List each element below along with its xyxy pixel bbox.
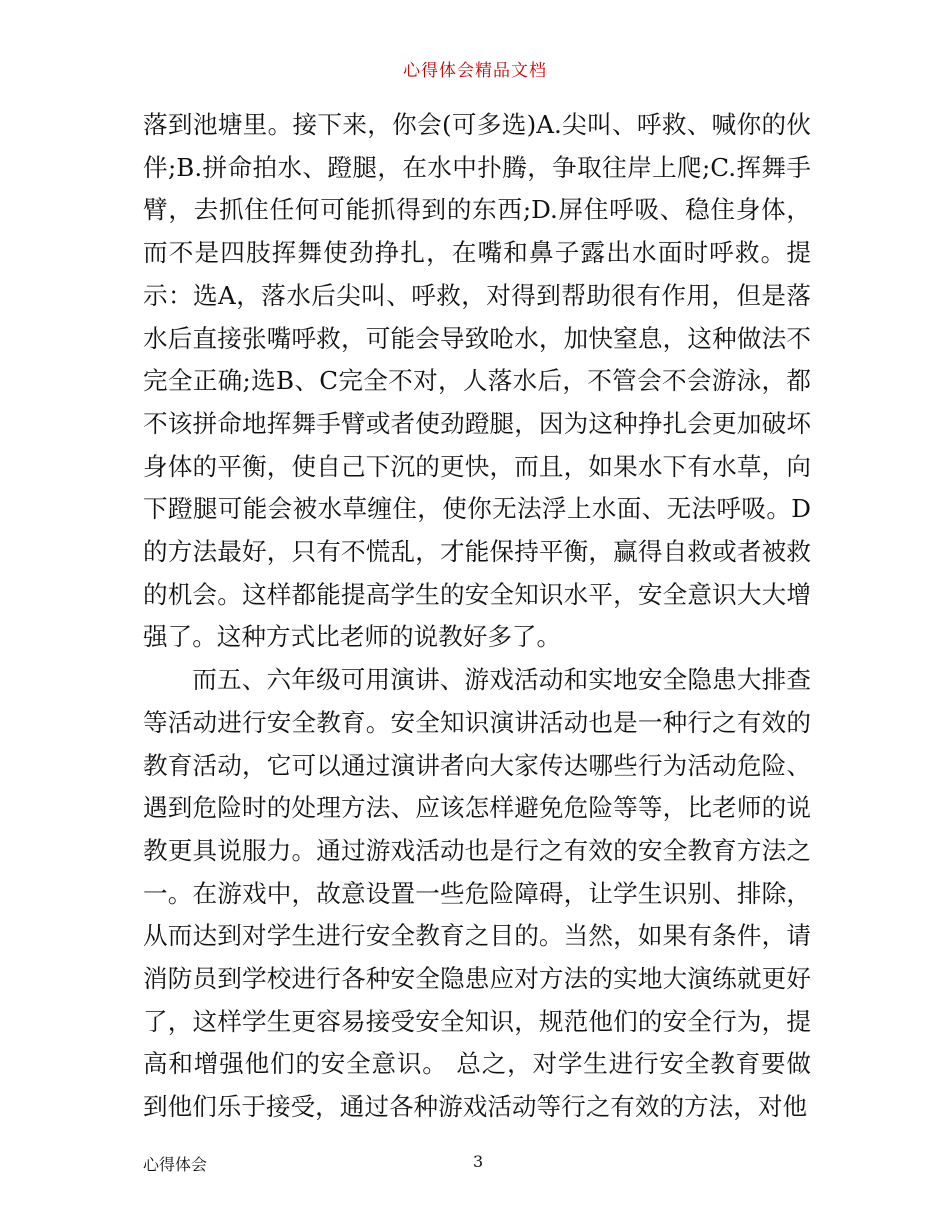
footer-label: 心得体会: [143, 1155, 208, 1174]
page-footer: [143, 1152, 811, 1176]
page-number: 3: [473, 1152, 484, 1171]
body-paragraph-1: 落到池塘里。接下来，你会(可多选)A.尖叫、呼救、喊你的伙伴;B.拼命拍水、蹬腿，在水中扑腾，争取往岸上爬;C.挥舞手臂，去抓住任何可能抓得到的东西;D.屏住呼吸、稳住身体，而不是四肢挥舞使劲挣扎，在嘴和鼻子露出水面时呼救。提示：选A，落水后尖叫、呼救，对得到帮助很有作用，但是落水后直接张嘴呼救，可能会导致呛水，加快窒息，这种做法不完全正确;选B、C完全不对，人落水后，不管会不会游泳，都不该拼命地挥舞手臂或者使劲蹬腿，因为这种挣扎会更加破坏身体的平衡，使自己下沉的更快，而且，如果水下有水草，向下蹬腿可能会被水草缠住，使你无法浮上水面、无法呼吸。D的方法最好，只有不慌乱，才能保持平衡，赢得自救或者被救的机会。这样都能提高学生的安全知识水平，安全意识大大增强了。这种方式比老师的说教好多了。: [143, 110, 811, 652]
body-paragraph-2: 而五、六年级可用演讲、游戏活动和实地安全隐患大排查等活动进行安全教育。安全知识演讲活动也是一种行之有效的教育活动，它可以通过演讲者向大家传达哪些行为活动危险、遇到危险时的处理方法、应该怎样避免危险等等，比老师的说教更具说服力。通过游戏活动也是行之有效的安全教育方法之一。在游戏中，故意设置一些危险障碍，让学生识别、排除，从而达到对学生进行安全教育之目的。当然，如果有条件，请消防员到学校进行各种安全隐患应对方法的实地大演练就更好了，这样学生更容易接受安全知识，规范他们的安全行为，提高和增强他们的安全意识。 总之，对学生进行安全教育要做到他们乐于接受，通过各种游戏活动等行之有效的方法，对他: [143, 665, 811, 1122]
document-body: [143, 104, 811, 1129]
page-header-title: 心得体会精品文档: [403, 61, 547, 81]
